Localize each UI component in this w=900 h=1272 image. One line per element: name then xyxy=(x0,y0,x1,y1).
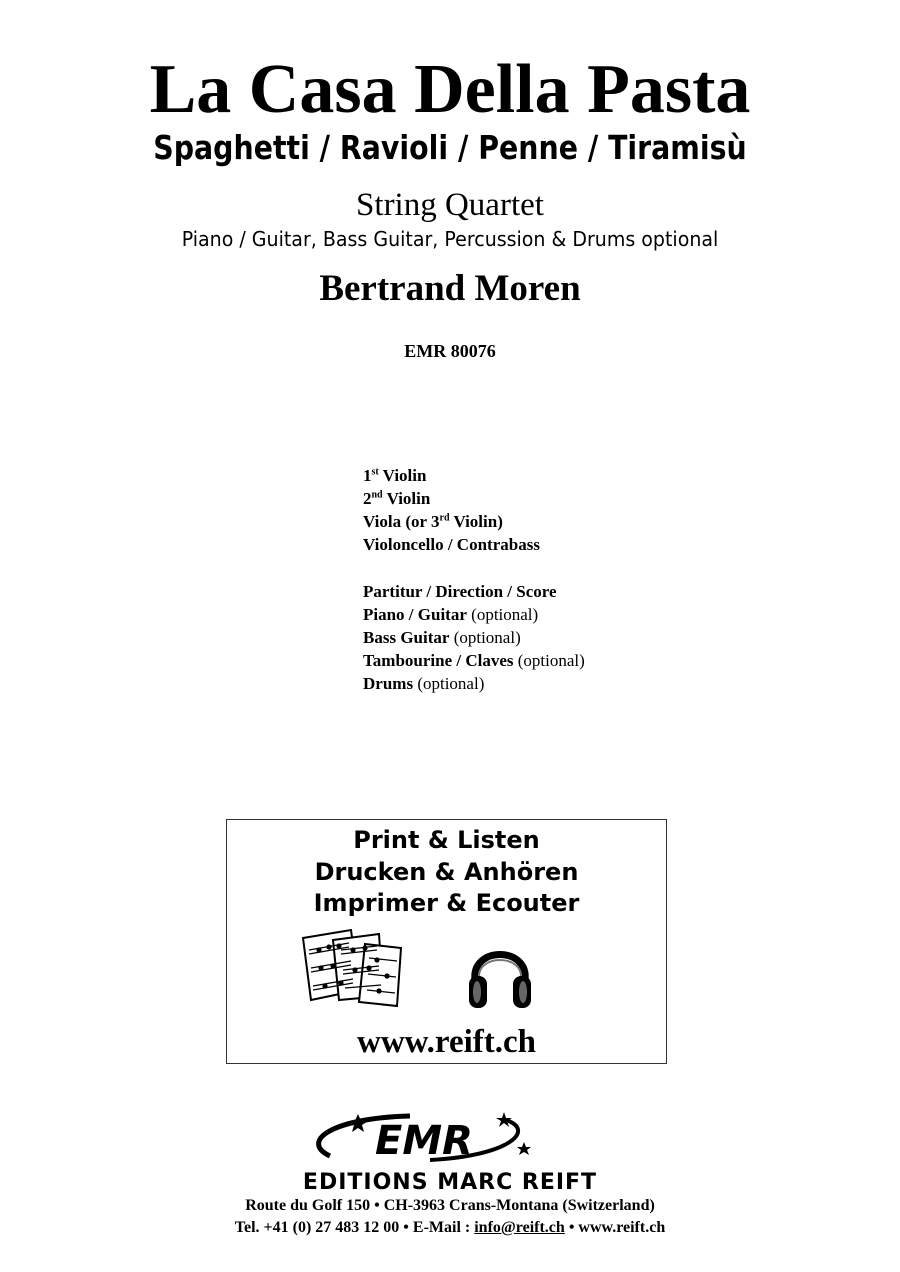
part-cello: Violoncello / Contrabass xyxy=(363,535,540,554)
part-score: Partitur / Direction / Score xyxy=(363,582,557,601)
svg-text:EMR: EMR xyxy=(375,1118,473,1164)
sheet-music-icon xyxy=(301,928,413,1008)
promo-line-de: Drucken & Anhören xyxy=(314,858,579,886)
website-link[interactable]: • www.reift.ch xyxy=(564,1219,666,1236)
part-piano-guitar: Piano / Guitar (optional) xyxy=(363,605,539,624)
ensemble: String Quartet xyxy=(356,187,544,223)
promo-line-fr: Imprimer & Ecouter xyxy=(313,889,580,917)
part-drums: Drums (optional) xyxy=(363,674,485,693)
promo-url[interactable]: www.reift.ch xyxy=(356,1024,537,1060)
email-link[interactable]: info@reift.ch xyxy=(474,1219,565,1236)
part-tambourine-claves: Tambourine / Claves (optional) xyxy=(363,651,585,670)
part-bass-guitar: Bass Guitar (optional) xyxy=(363,628,521,647)
publisher-name: EDITIONS MARC REIFT xyxy=(302,1170,598,1195)
parts-spacer xyxy=(363,556,585,580)
catalog-number: EMR 80076 xyxy=(404,341,496,361)
publisher-address: Route du Golf 150 • CH-3963 Crans-Montana (Switzerland) xyxy=(245,1197,655,1214)
parts-list xyxy=(363,464,585,695)
headphones-icon xyxy=(465,932,535,1012)
promo-line-en: Print & Listen xyxy=(353,826,540,854)
part-violin-1: 1st Violin xyxy=(363,466,427,485)
emr-logo xyxy=(300,1112,545,1164)
page-title: La Casa Della Pasta xyxy=(149,51,751,128)
part-viola: Viola (or 3rd Violin) xyxy=(363,512,503,531)
publisher-contact: Tel. +41 (0) 27 483 12 00 • E-Mail : info@reift.ch • www.reift.ch xyxy=(234,1219,666,1236)
part-violin-2: 2nd Violin xyxy=(363,489,431,508)
subtitle: Spaghetti / Ravioli / Penne / Tiramisù xyxy=(153,128,747,167)
composer-name: Bertrand Moren xyxy=(319,268,581,309)
print-listen-box xyxy=(226,819,667,1064)
optional-instruments: Piano / Guitar, Bass Guitar, Percussion & Drums optional xyxy=(181,227,719,251)
